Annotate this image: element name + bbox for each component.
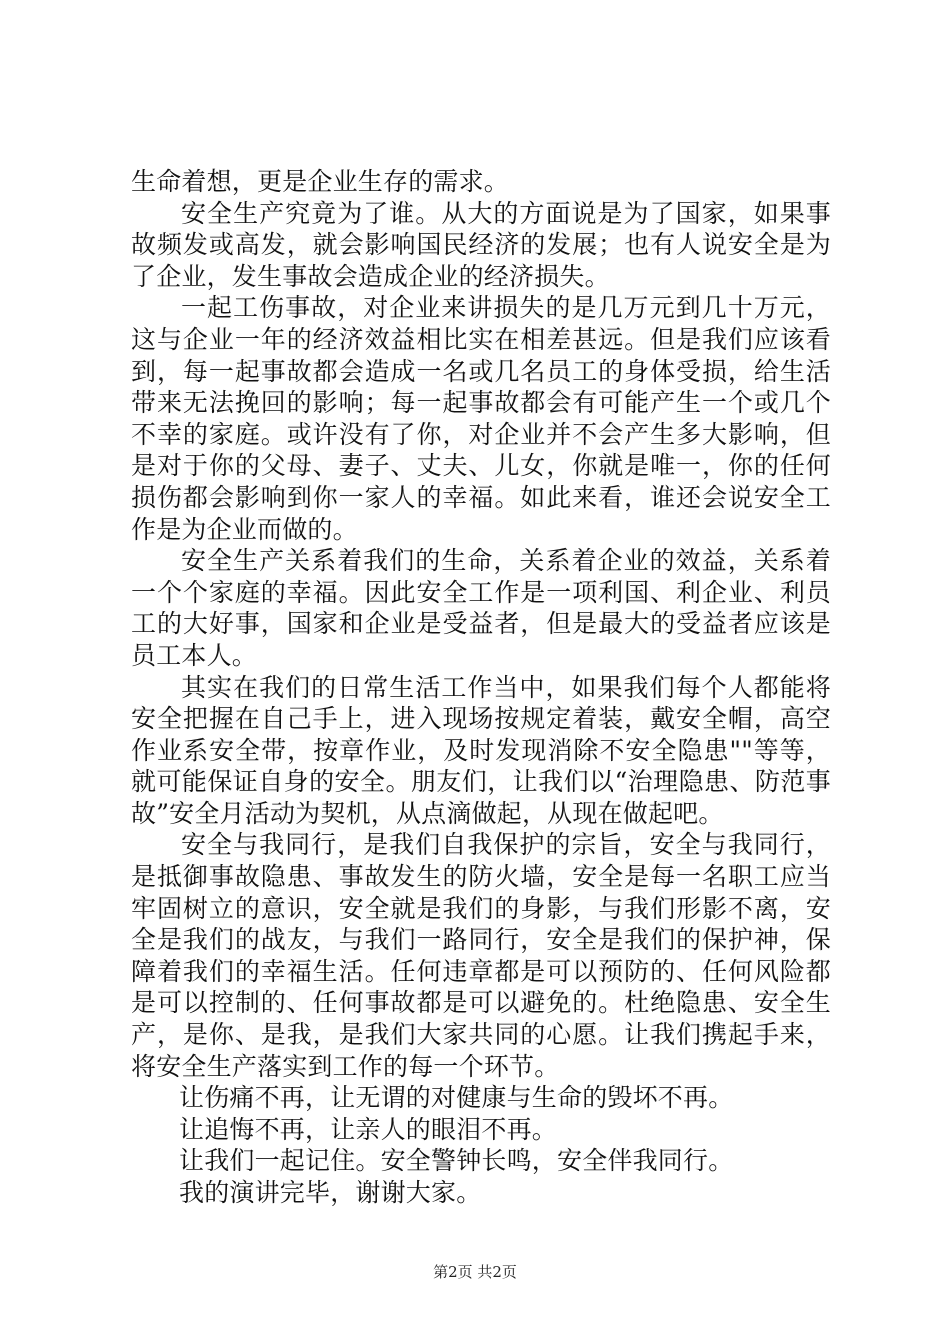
- closing-line: 我的演讲完毕，谢谢大家。: [179, 1178, 482, 1207]
- closing-line: 让追悔不再，让亲人的眼泪不再。: [179, 1114, 558, 1144]
- page-number-footer: 第2页 共2页: [433, 1263, 517, 1281]
- paragraph: 安全生产究竟为了谁。从大的方面说是为了国家，如果事故频发或高发，就会影响国民经济的发展；也有人说安全是为了企业，发生事故会造成企业的经济损失。: [131, 198, 831, 291]
- closing-line: 让我们一起记住。安全警钟长鸣，安全伴我同行。: [179, 1146, 734, 1176]
- paragraph: 其实在我们的日常生活工作当中，如果我们每个人都能将安全把握在自己手上，进入现场按规定着装，戴安全帽，高空作业系安全带，按章作业，及时发现消除不安全隐患""等等，就可能保证自身的安全。朋友们，让我们以“治理隐患、防范事故”安全月活动为契机，从点滴做起，从现在做起吧。: [131, 672, 831, 828]
- paragraph: 安全生产关系着我们的生命，关系着企业的效益，关系着一个个家庭的幸福。因此安全工作是一项利国、利企业、利员工的大好事，国家和企业是受益者，但是最大的受益者应该是员工本人。: [131, 546, 831, 670]
- paragraph-continuation: 生命着想，更是企业生存的需求。: [131, 167, 510, 196]
- closing-line: 让伤痛不再，让无谓的对健康与生命的毁坏不再。: [179, 1083, 734, 1113]
- paragraph: 一起工伤事故，对企业来讲损失的是几万元到几十万元，这与企业一年的经济效益相比实在相差甚远。但是我们应该看到，每一起事故都会造成一名或几名员工的身体受损，给生活带来无法挽回的影响；每一起事故都会有可能产生一个或几个不幸的家庭。或许没有了你，对企业并不会产生多大影响，但是对于你的父母、妻子、丈夫、儿女，你就是唯一，你的任何损伤都会影响到你一家人的幸福。如此来看，谁还会说安全工作是为企业而做的。: [131, 293, 831, 544]
- speech-body: [131, 166, 831, 1209]
- paragraph: 安全与我同行，是我们自我保护的宗旨，安全与我同行，是抵御事故隐患、事故发生的防火墙，安全是每一名职工应当牢固树立的意识，安全就是我们的身影，与我们形影不离，安全是我们的战友，与我们一路同行，安全是我们的保护神，保障着我们的幸福生活。任何违章都是可以预防的、任何风险都是可以控制的、任何事故都是可以避免的。杜绝隐患、安全生产，是你、是我，是我们大家共同的心愿。让我们携起手来，将安全生产落实到工作的每一个环节。: [131, 830, 831, 1081]
